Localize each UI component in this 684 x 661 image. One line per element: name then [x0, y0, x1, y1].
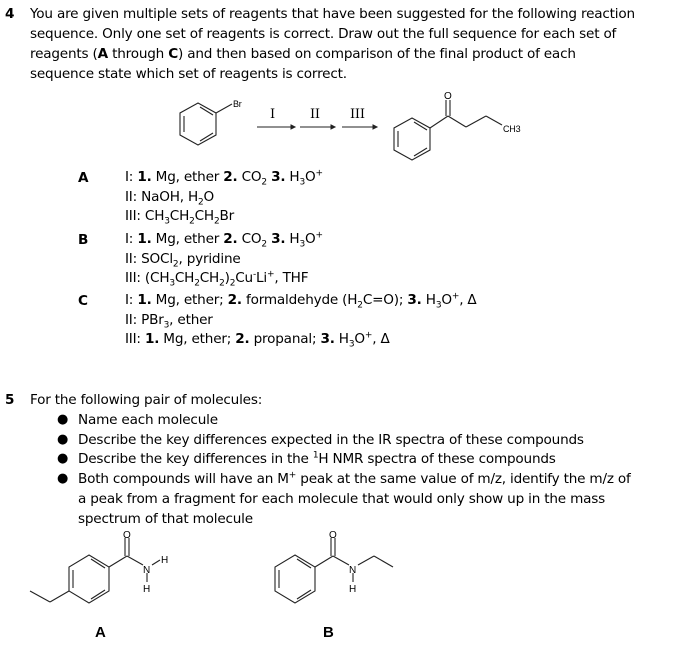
- text-fragment: O: [304, 169, 316, 185]
- text-fragment: Cu: [235, 270, 253, 286]
- text-fragment: O: [441, 292, 452, 308]
- text-line: spectrum of that molecule: [78, 510, 253, 527]
- text-fragment: H: [334, 331, 349, 347]
- text-fragment: 2: [189, 216, 195, 227]
- text-line: [125, 188, 214, 207]
- text-fragment: CH: [199, 270, 220, 286]
- question-4-number: 4: [5, 6, 15, 22]
- text-line: [125, 311, 213, 330]
- text-fragment: +: [266, 269, 275, 280]
- text-fragment: CH: [174, 270, 195, 286]
- text-line: a peak from a fragment for each molecule that would only show up in the mass: [78, 490, 606, 507]
- text-line: [78, 469, 631, 489]
- text-fragment: CH: [169, 208, 190, 224]
- text-line: [30, 44, 635, 64]
- text-fragment: , THF: [274, 270, 309, 286]
- text-fragment: 3.: [271, 169, 286, 185]
- text-fragment: H: [285, 169, 300, 185]
- bullet-icon: ●: [57, 431, 69, 447]
- text-fragment: 3: [299, 239, 305, 250]
- text-fragment: Describe the key differences in the: [78, 451, 313, 468]
- text-fragment: H: [421, 292, 436, 308]
- text-fragment: , ether: [169, 311, 213, 328]
- text-fragment: 2: [261, 239, 267, 250]
- text-line: [125, 330, 390, 349]
- text-fragment: Li: [256, 270, 267, 286]
- text-fragment: +: [364, 330, 373, 341]
- text-line: sequence state which set of reagents is correct.: [30, 66, 347, 82]
- text-fragment: 2.: [227, 292, 242, 308]
- text-fragment: 1: [312, 450, 319, 461]
- text-fragment: through: [107, 46, 169, 62]
- molecule-a-hydrogen-2: H: [143, 584, 151, 595]
- molecule-a-label: A: [95, 624, 106, 641]
- text-fragment: ) and then based on comparison of the final product of each: [178, 46, 576, 62]
- text-fragment: Mg, ether: [151, 231, 224, 247]
- text-fragment: propanal;: [249, 331, 321, 347]
- text-fragment: CO: [237, 169, 262, 185]
- reaction-arrows: [257, 125, 377, 129]
- text-fragment: -: [252, 269, 257, 280]
- product-oxygen-label: O: [444, 91, 452, 102]
- molecule-b-label: B: [323, 624, 334, 641]
- text-line: [125, 230, 323, 249]
- text-line: Name each molecule: [78, 412, 218, 428]
- text-line: [125, 207, 234, 226]
- text-line: [125, 250, 241, 269]
- text-fragment: formaldehyde (H: [241, 292, 358, 308]
- question-5-number: 5: [5, 392, 15, 408]
- text-fragment: O: [203, 188, 215, 205]
- text-fragment: III: CH: [125, 208, 165, 224]
- text-fragment: +: [288, 470, 297, 481]
- text-fragment: 3: [164, 216, 170, 227]
- text-fragment: 2.: [235, 331, 250, 347]
- text-fragment: 1.: [144, 331, 160, 347]
- bullet-icon: ●: [57, 412, 69, 427]
- text-fragment: I:: [125, 169, 138, 185]
- text-fragment: 2.: [223, 169, 238, 185]
- text-fragment: II: PBr: [125, 311, 164, 328]
- text-fragment: I:: [125, 292, 138, 308]
- text-fragment: 2.: [223, 231, 238, 247]
- bullet-icon: ●: [57, 471, 69, 487]
- step-2-label: II: [310, 107, 320, 122]
- text-fragment: peak at the same value of m/z, identify the m/z of: [296, 471, 631, 488]
- molecule-structures: [0, 525, 684, 655]
- text-fragment: , Δ: [459, 292, 477, 308]
- text-fragment: Both compounds will have an M: [78, 471, 289, 488]
- question-4-text: [30, 4, 635, 84]
- molecule-a-hydrogen-1: H: [161, 555, 169, 566]
- text-line: [125, 269, 308, 288]
- text-fragment: Mg, ether;: [159, 331, 236, 347]
- reactant-br-label: Br: [233, 99, 242, 109]
- text-fragment: Mg, ether: [151, 169, 224, 185]
- text-fragment: 1.: [137, 231, 152, 247]
- text-fragment: CH: [194, 208, 214, 224]
- text-fragment: ): [224, 270, 230, 286]
- text-line: [78, 449, 556, 469]
- text-fragment: O: [304, 231, 316, 247]
- text-fragment: III: (CH: [125, 270, 170, 286]
- product-ch3-label: CH3: [503, 124, 521, 134]
- option-a-label: A: [78, 170, 89, 186]
- text-fragment: H: [285, 231, 300, 247]
- text-line: Describe the key differences expected in the IR spectra of these compounds: [78, 431, 584, 448]
- molecule-b-nitrogen: N: [349, 565, 357, 576]
- bromobenzene-structure: [180, 103, 232, 145]
- text-fragment: O: [354, 331, 365, 347]
- text-fragment: 2: [198, 197, 204, 208]
- text-fragment: , pyridine: [178, 250, 241, 267]
- text-fragment: II: SOCl: [125, 250, 173, 267]
- text-fragment: 3: [163, 320, 170, 331]
- molecule-a-structure: [30, 538, 160, 603]
- text-fragment: II: NaOH, H: [125, 188, 199, 205]
- text-fragment: 1.: [137, 169, 152, 185]
- bullet-icon: ●: [57, 451, 69, 467]
- text-line: [125, 168, 323, 187]
- text-fragment: 2: [261, 177, 267, 188]
- text-fragment: A: [97, 46, 108, 62]
- text-fragment: 2: [172, 259, 179, 270]
- text-fragment: 3: [435, 300, 442, 311]
- molecule-b-structure: [275, 538, 393, 603]
- text-fragment: , Δ: [372, 331, 390, 347]
- text-fragment: +: [315, 230, 323, 241]
- text-fragment: 2: [194, 278, 200, 289]
- option-c-label: C: [78, 293, 88, 309]
- option-b-label: B: [78, 232, 89, 248]
- text-fragment: III:: [125, 331, 145, 347]
- text-line: [125, 291, 477, 310]
- molecule-b-oxygen: O: [329, 530, 337, 541]
- molecule-a-nitrogen: N: [143, 565, 151, 576]
- text-fragment: H NMR spectra of these compounds: [318, 451, 556, 468]
- reaction-scheme: [0, 85, 684, 165]
- text-fragment: I:: [125, 231, 138, 247]
- butyrophenone-structure: [394, 100, 502, 160]
- text-fragment: +: [451, 291, 460, 302]
- text-fragment: 3.: [407, 292, 422, 308]
- text-fragment: 3.: [320, 331, 335, 347]
- text-fragment: 3.: [271, 231, 286, 247]
- text-fragment: 2: [229, 278, 236, 289]
- text-fragment: Mg, ether;: [151, 292, 228, 308]
- text-fragment: 2: [357, 300, 363, 311]
- text-fragment: +: [315, 168, 323, 179]
- molecule-b-hydrogen: H: [349, 584, 357, 595]
- question-5-intro: For the following pair of molecules:: [30, 392, 263, 408]
- text-fragment: 2: [219, 278, 225, 289]
- text-fragment: C=O);: [362, 292, 408, 308]
- text-fragment: C: [168, 46, 179, 62]
- text-fragment: CO: [237, 231, 262, 247]
- text-fragment: reagents (: [30, 46, 98, 62]
- text-fragment: 3: [348, 339, 355, 350]
- text-fragment: 1.: [137, 292, 152, 308]
- text-fragment: 3: [169, 278, 175, 289]
- text-fragment: 3: [299, 177, 305, 188]
- step-3-label: III: [350, 107, 365, 122]
- step-1-label: I: [270, 107, 275, 122]
- text-fragment: 2: [213, 216, 220, 227]
- text-fragment: Br: [219, 208, 235, 224]
- text-line: You are given multiple sets of reagents that have been suggested for the following reaction: [30, 6, 635, 22]
- text-line: sequence. Only one set of reagents is correct. Draw out the full sequence for each set of: [30, 26, 617, 42]
- molecule-a-oxygen: O: [123, 530, 131, 541]
